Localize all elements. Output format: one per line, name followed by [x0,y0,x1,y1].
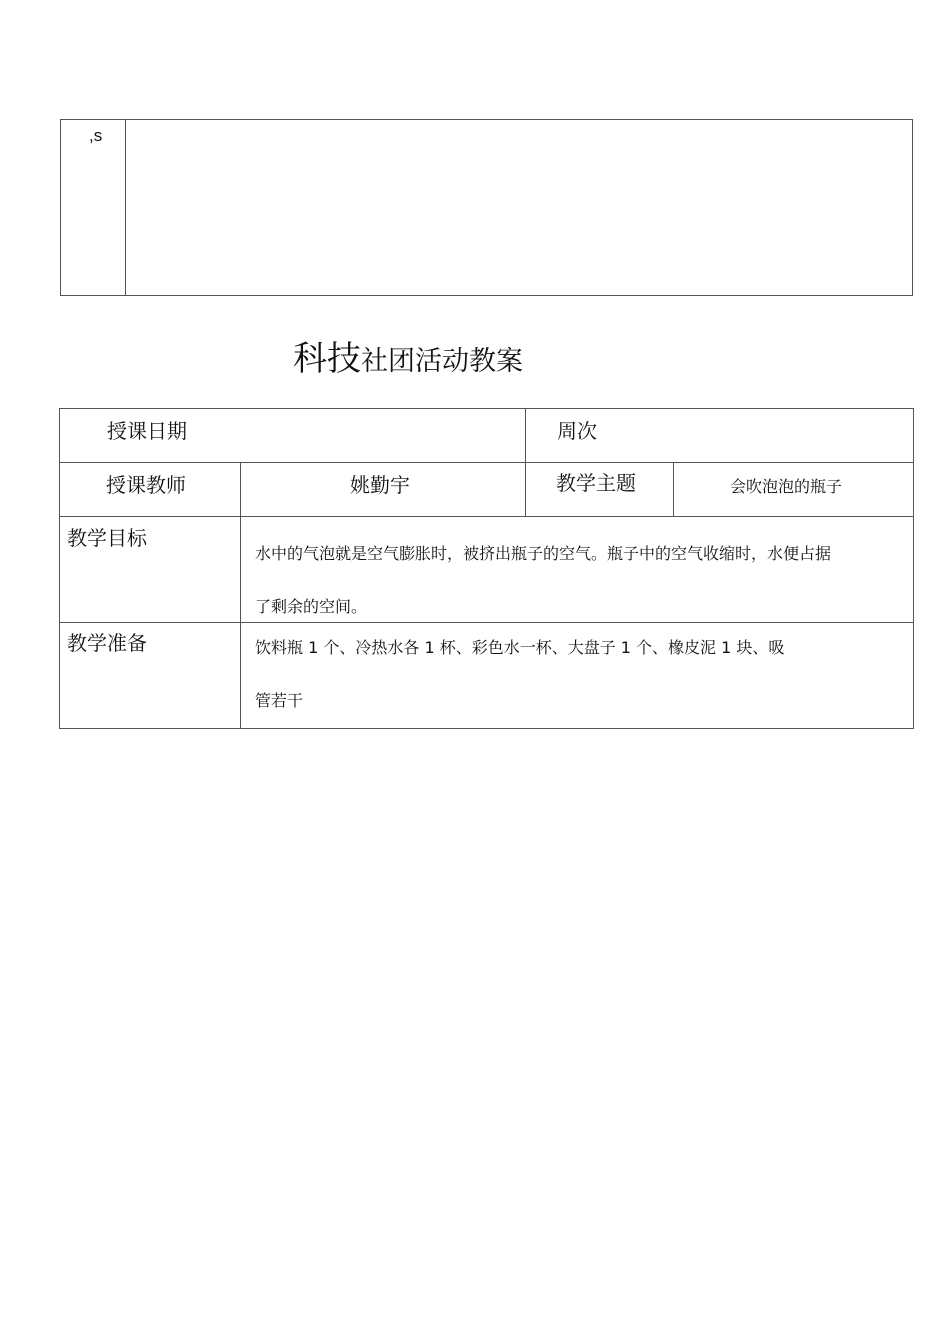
topic-label: 教学主题 [556,471,636,495]
teacher-value: 姚勤宇 [350,473,410,497]
rows34-col-divider [240,516,241,728]
previous-table-fragment [60,119,913,296]
prep-label: 教学准备 [67,631,147,655]
date-label: 授课日期 [107,419,187,443]
title-part-1: 科技 [293,339,361,379]
prep-line-2: 管若干 [255,691,304,710]
goal-line-1: 水中的气泡就是空气膨胀时，被挤出瓶子的空气。瓶子中的空气收缩时，水便占据 [255,544,832,563]
goal-label: 教学目标 [67,526,147,550]
page-title [293,339,523,379]
row2-col-divider-3 [673,462,674,516]
row-divider-1 [60,462,913,463]
fragment-mark: ,s [89,126,103,145]
prep-line-1: 饮料瓶 1 个、冷热水各 1 杯、彩色水一杯、大盘子 1 个、橡皮泥 1 块、吸 [255,638,785,657]
previous-table-left-cell [61,120,126,295]
teacher-label: 授课教师 [106,473,186,497]
title-part-2: 社团活动教案 [361,346,523,377]
week-label: 周次 [557,419,597,443]
goal-line-2: 了剩余的空间。 [255,597,368,616]
topic-value: 会吹泡泡的瓶子 [730,477,843,496]
row-divider-3 [60,622,913,623]
row-divider-2 [60,516,913,517]
row2-col-divider-1 [240,462,241,516]
row2-col-divider-2 [525,462,526,516]
row1-col-divider [525,409,526,462]
lesson-plan-table [59,408,914,729]
